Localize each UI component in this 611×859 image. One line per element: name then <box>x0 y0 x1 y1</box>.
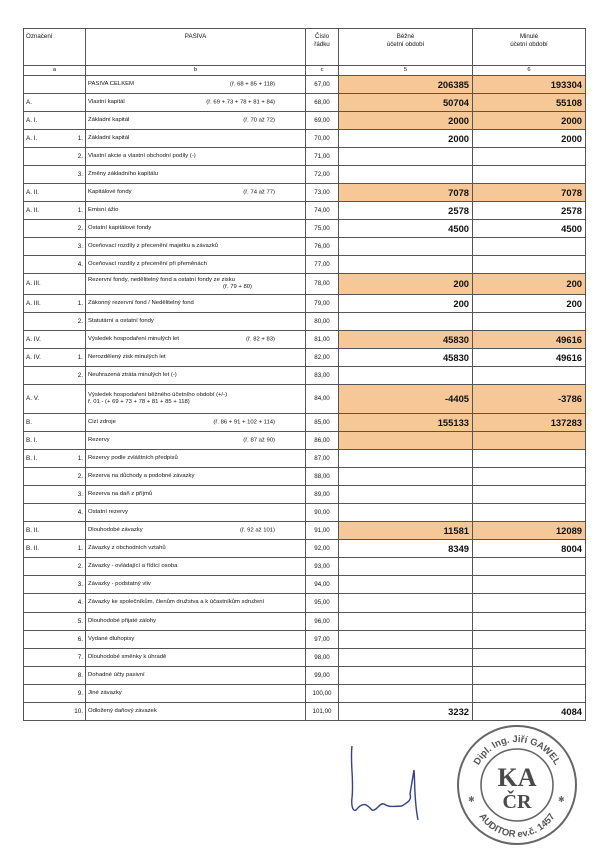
row-item-number <box>66 112 86 130</box>
previous-period-value: 137283 <box>473 414 586 432</box>
row-item-number <box>66 385 86 414</box>
row-number: 85,00 <box>306 414 339 432</box>
row-designation <box>24 313 66 331</box>
current-period-value <box>339 576 473 594</box>
row-label: PASIVA CELKEM (ř. 68 + 85 + 118) <box>86 76 306 94</box>
row-item-number: 5. <box>66 613 86 631</box>
row-number: 101,00 <box>306 703 339 721</box>
row-item-number: 7. <box>66 649 86 667</box>
table-row <box>24 667 586 685</box>
current-period-value <box>339 504 473 522</box>
row-label: Ostatní rezervy <box>86 504 306 522</box>
row-designation: A. I. <box>24 112 66 130</box>
row-label: Základní kapitál <box>86 130 306 148</box>
previous-period-value: 193304 <box>473 76 586 94</box>
row-label: Zákonný rezervní fond / Nedělitelný fond <box>86 295 306 313</box>
row-designation <box>24 220 66 238</box>
current-period-value <box>339 667 473 685</box>
row-number: 81,00 <box>306 331 339 349</box>
previous-period-value: 12089 <box>473 522 586 540</box>
table-row <box>24 385 586 414</box>
current-period-value: 2000 <box>339 112 473 130</box>
row-designation <box>24 576 66 594</box>
previous-period-value: -3786 <box>473 385 586 414</box>
stamp-logo-bottom: ČR <box>502 791 532 813</box>
row-item-number: 1. <box>66 349 86 367</box>
row-designation: B. II. <box>24 522 66 540</box>
row-designation <box>24 504 66 522</box>
row-label: Kapitálové fondy (ř. 74 až 77) <box>86 184 306 202</box>
row-item-number <box>66 274 86 295</box>
table-row <box>24 112 586 130</box>
row-number: 82,00 <box>306 349 339 367</box>
row-label: Dohadné účty pasivní <box>86 667 306 685</box>
signature-stroke <box>351 746 418 820</box>
row-label: Rezervní fondy, nedělitelný fond a ostatní fondy ze zisku (ř. 79 + 80) <box>86 274 306 295</box>
previous-period-value <box>473 486 586 504</box>
row-item-number <box>66 184 86 202</box>
row-item-number: 2. <box>66 220 86 238</box>
current-period-value <box>339 558 473 576</box>
current-period-value: 2000 <box>339 130 473 148</box>
row-item-number: 3. <box>66 238 86 256</box>
table-row <box>24 504 586 522</box>
previous-period-value <box>473 631 586 649</box>
row-designation <box>24 667 66 685</box>
row-item-number: 1. <box>66 130 86 148</box>
current-period-value <box>339 367 473 385</box>
current-period-value <box>339 631 473 649</box>
row-item-number: 6. <box>66 631 86 649</box>
current-period-value: 11581 <box>339 522 473 540</box>
row-designation <box>24 613 66 631</box>
row-label: Závazky - podstatný vliv <box>86 576 306 594</box>
liabilities-table <box>23 28 586 721</box>
table-row <box>24 703 586 721</box>
row-number: 70,00 <box>306 130 339 148</box>
row-item-number <box>66 522 86 540</box>
row-designation <box>24 468 66 486</box>
sub-5: 5 <box>339 66 473 76</box>
stamp-star-left: ✱ <box>468 795 475 804</box>
row-number: 80,00 <box>306 313 339 331</box>
row-label: Odložený daňový závazek <box>86 703 306 721</box>
previous-period-value <box>473 256 586 274</box>
stamp-logo-top: KA <box>497 763 537 792</box>
table-row <box>24 148 586 166</box>
current-period-value: 3232 <box>339 703 473 721</box>
table-row <box>24 94 586 112</box>
row-designation <box>24 256 66 274</box>
row-number: 97,00 <box>306 631 339 649</box>
row-label: Vydané dluhopisy <box>86 631 306 649</box>
previous-period-value <box>473 613 586 631</box>
row-item-number: 2. <box>66 367 86 385</box>
current-period-value: 8349 <box>339 540 473 558</box>
table-row <box>24 631 586 649</box>
current-period-value: 4500 <box>339 220 473 238</box>
auditor-stamp <box>454 722 580 853</box>
row-designation <box>24 703 66 721</box>
header-designation: Označení <box>24 29 86 66</box>
row-number: 86,00 <box>306 432 339 450</box>
row-number: 87,00 <box>306 450 339 468</box>
row-number: 77,00 <box>306 256 339 274</box>
previous-period-value: 2578 <box>473 202 586 220</box>
row-number: 78,00 <box>306 274 339 295</box>
row-label: Emisní ážio <box>86 202 306 220</box>
stamp-star-right: ✱ <box>558 795 565 804</box>
table-row <box>24 295 586 313</box>
current-period-value <box>339 594 473 613</box>
row-number: 72,00 <box>306 166 339 184</box>
current-period-value <box>339 256 473 274</box>
row-item-number: 2. <box>66 558 86 576</box>
current-period-value: -4405 <box>339 385 473 414</box>
row-number: 94,00 <box>306 576 339 594</box>
row-number: 68,00 <box>306 94 339 112</box>
table-row <box>24 685 586 703</box>
current-period-value <box>339 432 473 450</box>
row-label: Dlouhodobé závazky (ř. 92 až 101) <box>86 522 306 540</box>
current-period-value <box>339 613 473 631</box>
row-designation <box>24 558 66 576</box>
previous-period-value: 4500 <box>473 220 586 238</box>
header-liabilities: PASIVA <box>86 29 306 66</box>
current-period-value: 200 <box>339 295 473 313</box>
row-item-number: 2. <box>66 468 86 486</box>
row-item-number: 3. <box>66 486 86 504</box>
row-number: 90,00 <box>306 504 339 522</box>
row-item-number <box>66 94 86 112</box>
previous-period-value <box>473 313 586 331</box>
row-label: Nerozdělený zisk minulých let <box>86 349 306 367</box>
table-row <box>24 486 586 504</box>
row-designation: A. II. <box>24 202 66 220</box>
current-period-value: 45830 <box>339 349 473 367</box>
row-item-number: 1. <box>66 202 86 220</box>
current-period-value <box>339 238 473 256</box>
table-row <box>24 540 586 558</box>
table-row <box>24 184 586 202</box>
row-label: Oceňovací rozdíly z přecenění při přeměnách <box>86 256 306 274</box>
row-label: Závazky z obchodních vztahů <box>86 540 306 558</box>
previous-period-value <box>473 685 586 703</box>
row-designation: A. II. <box>24 184 66 202</box>
current-period-value <box>339 649 473 667</box>
stamp-bottom-text: AUDITOR ev.č. 1457 <box>476 811 558 841</box>
row-number: 67,00 <box>306 76 339 94</box>
row-designation <box>24 685 66 703</box>
previous-period-value <box>473 367 586 385</box>
row-label: Rezerva na daň z příjmů <box>86 486 306 504</box>
row-designation <box>24 367 66 385</box>
previous-period-value <box>473 649 586 667</box>
row-designation <box>24 238 66 256</box>
row-number: 93,00 <box>306 558 339 576</box>
row-number: 83,00 <box>306 367 339 385</box>
row-designation: A. IV. <box>24 331 66 349</box>
sub-6: 6 <box>473 66 586 76</box>
table-row <box>24 202 586 220</box>
row-number: 79,00 <box>306 295 339 313</box>
row-label: Vlastní akcie a vlastní obchodní podíly (-) <box>86 148 306 166</box>
row-item-number: 3. <box>66 576 86 594</box>
previous-period-value: 8004 <box>473 540 586 558</box>
row-number: 98,00 <box>306 649 339 667</box>
row-label: Výsledek hospodaření minulých let (ř. 82 + 83) <box>86 331 306 349</box>
table-row <box>24 76 586 94</box>
table-row <box>24 349 586 367</box>
row-designation <box>24 76 66 94</box>
header-row-number: Číslo řádku <box>306 29 339 66</box>
row-item-number: 4. <box>66 256 86 274</box>
row-item-number: 1. <box>66 540 86 558</box>
row-designation: A. III. <box>24 274 66 295</box>
previous-period-value <box>473 594 586 613</box>
previous-period-value <box>473 576 586 594</box>
header-subrow <box>24 66 586 76</box>
row-item-number: 4. <box>66 594 86 613</box>
balance-sheet-liabilities <box>23 28 585 721</box>
row-item-number: 2. <box>66 148 86 166</box>
row-label: Vlastní kapitál (ř. 69 + 73 + 78 + 81 + 84) <box>86 94 306 112</box>
sub-c: c <box>306 66 339 76</box>
current-period-value <box>339 313 473 331</box>
row-designation: A. V. <box>24 385 66 414</box>
current-period-value: 155133 <box>339 414 473 432</box>
row-designation: B. <box>24 414 66 432</box>
row-label: Závazky ke společníkům, členům družstva a k účastníkům sdružení <box>86 594 306 613</box>
row-item-number: 4. <box>66 504 86 522</box>
row-number: 95,00 <box>306 594 339 613</box>
row-item-number <box>66 414 86 432</box>
table-row <box>24 166 586 184</box>
previous-period-value <box>473 558 586 576</box>
row-item-number <box>66 432 86 450</box>
current-period-value <box>339 468 473 486</box>
previous-period-value <box>473 166 586 184</box>
current-period-value: 206385 <box>339 76 473 94</box>
table-row <box>24 313 586 331</box>
row-designation: A. I. <box>24 130 66 148</box>
table-row <box>24 613 586 631</box>
row-label: Dlouhodobé směnky k úhradě <box>86 649 306 667</box>
row-label: Závazky - ovládající a řídící osoba <box>86 558 306 576</box>
table-row <box>24 468 586 486</box>
previous-period-value <box>473 468 586 486</box>
previous-period-value: 7078 <box>473 184 586 202</box>
row-number: 71,00 <box>306 148 339 166</box>
row-designation: A. III. <box>24 295 66 313</box>
current-period-value: 2578 <box>339 202 473 220</box>
row-designation <box>24 631 66 649</box>
row-number: 74,00 <box>306 202 339 220</box>
row-label: Rezerva na důchody a podobné závazky <box>86 468 306 486</box>
current-period-value <box>339 450 473 468</box>
row-number: 99,00 <box>306 667 339 685</box>
row-item-number <box>66 76 86 94</box>
row-number: 76,00 <box>306 238 339 256</box>
row-label: Rezervy (ř. 87 až 90) <box>86 432 306 450</box>
row-label: Neuhrazená ztráta minulých let (-) <box>86 367 306 385</box>
previous-period-value: 55108 <box>473 94 586 112</box>
row-item-number: 1. <box>66 450 86 468</box>
current-period-value: 45830 <box>339 331 473 349</box>
row-number: 73,00 <box>306 184 339 202</box>
row-number: 89,00 <box>306 486 339 504</box>
previous-period-value: 2000 <box>473 112 586 130</box>
row-label: Dlouhodobé přijaté zálohy <box>86 613 306 631</box>
stamp-top-text: Dipl. Ing. Jiří GAWEL <box>471 733 563 768</box>
row-designation: A. <box>24 94 66 112</box>
row-number: 96,00 <box>306 613 339 631</box>
table-row <box>24 130 586 148</box>
row-item-number: 8. <box>66 667 86 685</box>
row-label: Ostatní kapitálové fondy <box>86 220 306 238</box>
table-row <box>24 594 586 613</box>
previous-period-value <box>473 450 586 468</box>
current-period-value: 7078 <box>339 184 473 202</box>
row-designation <box>24 649 66 667</box>
table-row <box>24 238 586 256</box>
row-label: Výsledek hospodaření běžného účetního období (+/-) ř. 01 - (+ 69 + 73 + 78 + 81 + 85 + 118) <box>86 385 306 414</box>
row-number: 75,00 <box>306 220 339 238</box>
row-item-number <box>66 331 86 349</box>
current-period-value <box>339 486 473 504</box>
table-row <box>24 331 586 349</box>
row-number: 92,00 <box>306 540 339 558</box>
row-item-number: 9. <box>66 685 86 703</box>
previous-period-value: 200 <box>473 274 586 295</box>
row-label: Rezervy podle zvláštních předpisů <box>86 450 306 468</box>
row-label: Cizí zdroje (ř. 86 + 91 + 102 + 114) <box>86 414 306 432</box>
row-number: 88,00 <box>306 468 339 486</box>
row-item-number: 3. <box>66 166 86 184</box>
header-previous-period: Minulé účetní období <box>473 29 586 66</box>
row-designation <box>24 594 66 613</box>
table-row <box>24 432 586 450</box>
table-row <box>24 414 586 432</box>
current-period-value <box>339 685 473 703</box>
row-label: Statutární a ostatní fondy <box>86 313 306 331</box>
current-period-value: 50704 <box>339 94 473 112</box>
previous-period-value: 49616 <box>473 349 586 367</box>
current-period-value <box>339 148 473 166</box>
table-row <box>24 367 586 385</box>
signature <box>338 740 438 835</box>
row-label: Změny základního kapitálu <box>86 166 306 184</box>
previous-period-value <box>473 238 586 256</box>
row-designation <box>24 486 66 504</box>
row-label: Jiné závazky <box>86 685 306 703</box>
row-number: 69,00 <box>306 112 339 130</box>
row-item-number: 2. <box>66 313 86 331</box>
row-item-number: 1. <box>66 295 86 313</box>
row-designation: B. I. <box>24 450 66 468</box>
row-designation: B. I. <box>24 432 66 450</box>
row-number: 84,00 <box>306 385 339 414</box>
sub-b: b <box>86 66 306 76</box>
row-designation <box>24 166 66 184</box>
previous-period-value: 4084 <box>473 703 586 721</box>
table-row <box>24 256 586 274</box>
table-row <box>24 576 586 594</box>
row-number: 91,00 <box>306 522 339 540</box>
header-row <box>24 29 586 66</box>
current-period-value: 200 <box>339 274 473 295</box>
header-current-period: Běžné účetní období <box>339 29 473 66</box>
table-row <box>24 558 586 576</box>
table-row <box>24 274 586 295</box>
previous-period-value: 2000 <box>473 130 586 148</box>
row-number: 100,00 <box>306 685 339 703</box>
table-row <box>24 220 586 238</box>
table-row <box>24 450 586 468</box>
previous-period-value <box>473 667 586 685</box>
row-designation: B. II. <box>24 540 66 558</box>
row-item-number: 10. <box>66 703 86 721</box>
previous-period-value: 200 <box>473 295 586 313</box>
previous-period-value <box>473 504 586 522</box>
previous-period-value: 49616 <box>473 331 586 349</box>
table-body <box>24 76 586 721</box>
row-label: Oceňovací rozdíly z přecenění majetku a závazků <box>86 238 306 256</box>
row-designation <box>24 148 66 166</box>
previous-period-value <box>473 148 586 166</box>
current-period-value <box>339 166 473 184</box>
table-row <box>24 649 586 667</box>
previous-period-value <box>473 432 586 450</box>
row-designation: A. IV. <box>24 349 66 367</box>
row-label: Základní kapitál (ř. 70 až 72) <box>86 112 306 130</box>
sub-a: a <box>24 66 86 76</box>
table-row <box>24 522 586 540</box>
